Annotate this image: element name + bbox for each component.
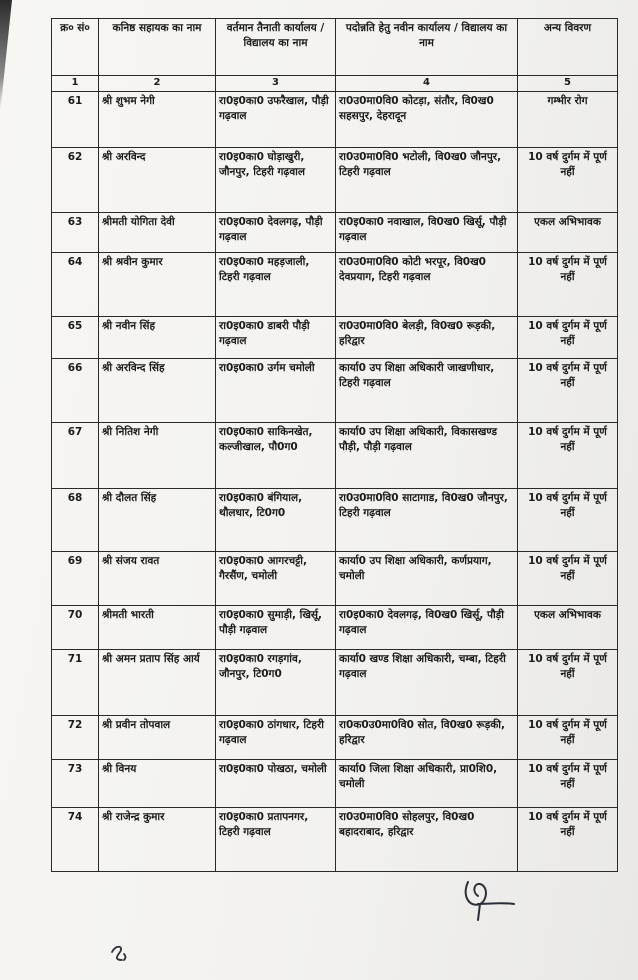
- cell-remarks: 10 वर्ष दुर्गम में पूर्ण नहीं: [518, 715, 618, 759]
- table-row: [52, 759, 618, 807]
- cell-sno: 62: [52, 147, 99, 212]
- cell-remarks: 10 वर्ष दुर्गम में पूर्ण नहीं: [518, 551, 618, 605]
- column-number-row: [52, 76, 618, 92]
- cell-sno: 64: [52, 252, 99, 316]
- table-row: [52, 605, 618, 649]
- cell-remarks: एकल अभिभावक: [518, 605, 618, 649]
- cell-name: श्री नवीन सिंह: [99, 316, 216, 358]
- handwritten-mark: [108, 942, 130, 964]
- table-row: [52, 422, 618, 488]
- cell-sno: 74: [52, 807, 99, 871]
- cell-name: श्री संजय रावत: [99, 551, 216, 605]
- cell-new-posting: कार्या0 जिला शिक्षा अधिकारी, प्रा0शि0, चमोली: [336, 759, 518, 807]
- header-remarks: अन्य विवरण: [518, 19, 618, 76]
- cell-new-posting: रा0उ0मा0वि0 साटागाड, वि0ख0 जौनपुर, टिहरी गढ़वाल: [336, 488, 518, 551]
- table-row: [52, 252, 618, 316]
- cell-current-posting: रा0इ0का0 सुमाड़ी, खिर्सू, पौड़ी गढ़वाल: [216, 605, 336, 649]
- transfer-list-table: [51, 18, 618, 872]
- cell-current-posting: रा0इ0का0 रगड़गांव, जौनपुर, टि0ग0: [216, 649, 336, 715]
- cell-sno: 73: [52, 759, 99, 807]
- cell-current-posting: रा0इ0का0 आगरचट्टी, गैरसैंण, चमोली: [216, 551, 336, 605]
- cell-current-posting: रा0इ0का0 बंगियाल, थौलधार, टि0ग0: [216, 488, 336, 551]
- cell-sno: 70: [52, 605, 99, 649]
- cell-sno: 69: [52, 551, 99, 605]
- cell-name: श्री प्रवीन तोपवाल: [99, 715, 216, 759]
- cell-sno: 63: [52, 212, 99, 252]
- cell-new-posting: रा0उ0मा0वि0 कोटी भरपूर, वि0ख0 देवप्रयाग, टिहरी गढ़वाल: [336, 252, 518, 316]
- cell-remarks: 10 वर्ष दुर्गम में पूर्ण नहीं: [518, 147, 618, 212]
- cell-sno: 61: [52, 91, 99, 147]
- cell-current-posting: रा0इ0का0 डाबरी पौड़ी गढ़वाल: [216, 316, 336, 358]
- cell-remarks: 10 वर्ष दुर्गम में पूर्ण नहीं: [518, 316, 618, 358]
- column-number: 2: [99, 76, 216, 92]
- cell-new-posting: रा0उ0मा0वि0 भटोली, वि0ख0 जौनपुर, टिहरी गढ़वाल: [336, 147, 518, 212]
- table-row: [52, 551, 618, 605]
- table-row: [52, 212, 618, 252]
- cell-name: श्री विनय: [99, 759, 216, 807]
- signature: [458, 874, 516, 922]
- cell-current-posting: रा0इ0का0 साकिनखेत, कल्जीखाल, पौ0ग0: [216, 422, 336, 488]
- cell-name: श्री दौलत सिंह: [99, 488, 216, 551]
- cell-new-posting: रा0इ0का0 देवलगढ़, वि0ख0 खिर्सू, पौड़ी गढ़वाल: [336, 605, 518, 649]
- table-row: [52, 715, 618, 759]
- cell-current-posting: रा0इ0का0 देवलगढ़, पौड़ी गढ़वाल: [216, 212, 336, 252]
- cell-new-posting: कार्या0 खण्ड शिक्षा अधिकारी, चम्बा, टिहरी गढ़वाल: [336, 649, 518, 715]
- cell-remarks: 10 वर्ष दुर्गम में पूर्ण नहीं: [518, 422, 618, 488]
- cell-sno: 71: [52, 649, 99, 715]
- cell-name: श्रीमती भारती: [99, 605, 216, 649]
- table-row: [52, 316, 618, 358]
- column-number: 3: [216, 76, 336, 92]
- cell-new-posting: रा0उ0मा0वि0 कोटड़ा, संतौर, वि0ख0 सहसपुर, देहरादून: [336, 91, 518, 147]
- cell-remarks: एकल अभिभावक: [518, 212, 618, 252]
- cell-current-posting: रा0इ0का0 पोखठा, चमोली: [216, 759, 336, 807]
- cell-name: श्री श्रवीन कुमार: [99, 252, 216, 316]
- table-row: [52, 147, 618, 212]
- cell-name: श्रीमती योगिता देवी: [99, 212, 216, 252]
- cell-current-posting: रा0इ0का0 उफरैखाल, पौड़ी गढ़वाल: [216, 91, 336, 147]
- cell-current-posting: रा0इ0का0 घोड़ाखुरी, जौनपुर, टिहरी गढ़वाल: [216, 147, 336, 212]
- cell-remarks: 10 वर्ष दुर्गम में पूर्ण नहीं: [518, 759, 618, 807]
- table-row: [52, 649, 618, 715]
- cell-remarks: 10 वर्ष दुर्गम में पूर्ण नहीं: [518, 252, 618, 316]
- cell-new-posting: रा0उ0मा0वि0 बेलड़ी, वि0ख0 रूड़की, हरिद्वार: [336, 316, 518, 358]
- header-sno: क्र० सं०: [52, 19, 99, 76]
- table-row: [52, 488, 618, 551]
- cell-new-posting: रा0इ0का0 नवाखाल, वि0ख0 खिर्सू, पौड़ी गढ़वाल: [336, 212, 518, 252]
- header-current-posting: वर्तमान तैनाती कार्यालय / विद्यालय का नाम: [216, 19, 336, 76]
- cell-name: श्री अरविन्द सिंह: [99, 358, 216, 422]
- table-row: [52, 358, 618, 422]
- cell-remarks: 10 वर्ष दुर्गम में पूर्ण नहीं: [518, 358, 618, 422]
- cell-current-posting: रा0इ0का0 ठांगधार, टिहरी गढ़वाल: [216, 715, 336, 759]
- cell-new-posting: कार्या0 उप शिक्षा अधिकारी जाखणीधार, टिहरी गढ़वाल: [336, 358, 518, 422]
- cell-new-posting: कार्या0 उप शिक्षा अधिकारी, विकासखण्ड पौड़ी, पौड़ी गढ़वाल: [336, 422, 518, 488]
- cell-sno: 72: [52, 715, 99, 759]
- cell-remarks: 10 वर्ष दुर्गम में पूर्ण नहीं: [518, 649, 618, 715]
- cell-sno: 66: [52, 358, 99, 422]
- cell-new-posting: रा0क0उ0मा0वि0 सोत, वि0ख0 रूड़की, हरिद्वार: [336, 715, 518, 759]
- cell-name: श्री अमन प्रताप सिंह आर्य: [99, 649, 216, 715]
- cell-name: श्री अरविन्द: [99, 147, 216, 212]
- cell-remarks: 10 वर्ष दुर्गम में पूर्ण नहीं: [518, 488, 618, 551]
- column-number: 1: [52, 76, 99, 92]
- cell-current-posting: रा0इ0का0 प्रतापनगर, टिहरी गढ़वाल: [216, 807, 336, 871]
- cell-name: श्री नितिश नेगी: [99, 422, 216, 488]
- header-name: कनिष्ठ सहायक का नाम: [99, 19, 216, 76]
- column-number: 5: [518, 76, 618, 92]
- column-number: 4: [336, 76, 518, 92]
- page-edge-shadow: [0, 0, 12, 110]
- cell-sno: 65: [52, 316, 99, 358]
- cell-name: श्री शुभम नेगी: [99, 91, 216, 147]
- table-header-row: [52, 19, 618, 76]
- cell-name: श्री राजेन्द्र कुमार: [99, 807, 216, 871]
- table-row: [52, 807, 618, 871]
- table-row: [52, 91, 618, 147]
- cell-new-posting: कार्या0 उप शिक्षा अधिकारी, कर्णप्रयाग, चमोली: [336, 551, 518, 605]
- cell-remarks: 10 वर्ष दुर्गम में पूर्ण नहीं: [518, 807, 618, 871]
- cell-sno: 68: [52, 488, 99, 551]
- cell-remarks: गम्भीर रोग: [518, 91, 618, 147]
- cell-sno: 67: [52, 422, 99, 488]
- cell-current-posting: रा0इ0का0 महड़जाली, टिहरी गढ़वाल: [216, 252, 336, 316]
- cell-new-posting: रा0उ0मा0वि0 सोहलपुर, वि0ख0 बहादराबाद, हरिद्वार: [336, 807, 518, 871]
- cell-current-posting: रा0इ0का0 उर्गम चमोली: [216, 358, 336, 422]
- header-new-posting: पदोन्नति हेतु नवीन कार्यालय / विद्यालय का नाम: [336, 19, 518, 76]
